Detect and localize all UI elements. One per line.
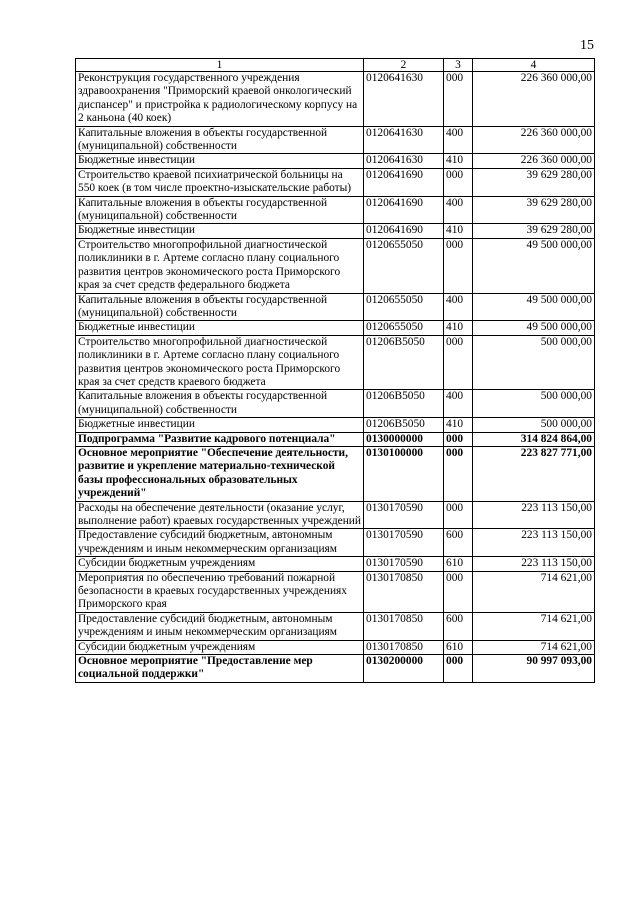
table-row (76, 432, 595, 446)
row-amount-cell: 714 621,00 (473, 571, 595, 612)
row-amount-cell: 314 824 864,00 (473, 432, 595, 446)
row-code-cell: 0130170850 (364, 612, 444, 640)
row-amount-cell: 223 113 150,00 (473, 529, 595, 557)
row-kind-cell: 410 (444, 418, 473, 432)
row-kind-cell: 610 (444, 640, 473, 654)
row-name-cell: Капитальные вложения в объекты государственной (муниципальной) собственности (76, 293, 364, 321)
row-name-cell: Бюджетные инвестиции (76, 154, 364, 168)
table-row (76, 293, 595, 321)
row-code-cell: 01206B5050 (364, 418, 444, 432)
table-row (76, 224, 595, 238)
row-kind-cell: 000 (444, 655, 473, 683)
row-kind-cell: 410 (444, 224, 473, 238)
row-amount-cell: 39 629 280,00 (473, 196, 595, 224)
row-code-cell: 0130170590 (364, 557, 444, 571)
row-name-cell: Капитальные вложения в объекты государственной (муниципальной) собственности (76, 390, 364, 418)
table-row (76, 72, 595, 127)
row-amount-cell: 226 360 000,00 (473, 126, 595, 154)
row-name-cell: Бюджетные инвестиции (76, 224, 364, 238)
row-amount-cell: 500 000,00 (473, 390, 595, 418)
table-row (76, 238, 595, 293)
row-name-cell: Основное мероприятие "Предоставление мер социальной поддержки" (76, 655, 364, 683)
row-amount-cell: 226 360 000,00 (473, 154, 595, 168)
row-code-cell: 0120655050 (364, 293, 444, 321)
row-kind-cell: 000 (444, 335, 473, 390)
row-code-cell: 0130000000 (364, 432, 444, 446)
budget-table (75, 58, 595, 683)
table-row (76, 335, 595, 390)
table-row (76, 571, 595, 612)
row-kind-cell: 400 (444, 293, 473, 321)
row-kind-cell: 600 (444, 612, 473, 640)
table-row (76, 418, 595, 432)
row-code-cell: 01206B5050 (364, 335, 444, 390)
page-number: 15 (580, 38, 594, 53)
row-name-cell: Капитальные вложения в объекты государственной (муниципальной) собственности (76, 196, 364, 224)
row-code-cell: 0120655050 (364, 321, 444, 335)
row-code-cell: 0120641690 (364, 224, 444, 238)
row-kind-cell: 400 (444, 126, 473, 154)
row-kind-cell: 000 (444, 238, 473, 293)
row-amount-cell: 223 113 150,00 (473, 557, 595, 571)
row-kind-cell: 000 (444, 72, 473, 127)
row-name-cell: Бюджетные инвестиции (76, 418, 364, 432)
row-amount-cell: 49 500 000,00 (473, 238, 595, 293)
table-row (76, 321, 595, 335)
table-header-row (76, 59, 595, 72)
row-amount-cell: 714 621,00 (473, 640, 595, 654)
table-row (76, 390, 595, 418)
table-row (76, 655, 595, 683)
row-kind-cell: 600 (444, 529, 473, 557)
row-amount-cell: 500 000,00 (473, 418, 595, 432)
row-name-cell: Предоставление субсидий бюджетным, автономным учреждениям и иным некоммерческим организациям (76, 529, 364, 557)
table-row (76, 557, 595, 571)
table-row (76, 640, 595, 654)
row-amount-cell: 39 629 280,00 (473, 224, 595, 238)
row-kind-cell: 000 (444, 446, 473, 501)
row-code-cell: 0120641690 (364, 196, 444, 224)
row-amount-cell: 90 997 093,00 (473, 655, 595, 683)
row-name-cell: Реконструкция государственного учреждения здравоохранения "Приморский краевой онкологический диспансер" и пристройка к радиологическому корпусу на 2 каньона (40 коек) (76, 72, 364, 127)
row-code-cell: 0120641630 (364, 126, 444, 154)
row-name-cell: Субсидии бюджетным учреждениям (76, 640, 364, 654)
row-amount-cell: 223 827 771,00 (473, 446, 595, 501)
row-code-cell: 0130170590 (364, 529, 444, 557)
row-kind-cell: 410 (444, 154, 473, 168)
row-name-cell: Предоставление субсидий бюджетным, автономным учреждениям и иным некоммерческим организациям (76, 612, 364, 640)
table-row (76, 529, 595, 557)
row-name-cell: Субсидии бюджетным учреждениям (76, 557, 364, 571)
table-row (76, 196, 595, 224)
table-row (76, 501, 595, 529)
row-kind-cell: 400 (444, 196, 473, 224)
row-amount-cell: 714 621,00 (473, 612, 595, 640)
row-code-cell: 0130200000 (364, 655, 444, 683)
row-name-cell: Капитальные вложения в объекты государственной (муниципальной) собственности (76, 126, 364, 154)
column-header-kind: 3 (444, 59, 473, 72)
row-kind-cell: 610 (444, 557, 473, 571)
row-code-cell: 0120641690 (364, 168, 444, 196)
row-name-cell: Мероприятия по обеспечению требований пожарной безопасности в краевых государственных учреждениях Приморского края (76, 571, 364, 612)
column-header-amount: 4 (473, 59, 595, 72)
row-name-cell: Подпрограмма "Развитие кадрового потенциала" (76, 432, 364, 446)
row-name-cell: Бюджетные инвестиции (76, 321, 364, 335)
row-code-cell: 0130170850 (364, 640, 444, 654)
table-body (76, 72, 595, 683)
row-amount-cell: 226 360 000,00 (473, 72, 595, 127)
row-name-cell: Основное мероприятие "Обеспечение деятельности, развитие и укрепление материально-технической базы профессиональных образовательных учреждений" (76, 446, 364, 501)
table-row (76, 168, 595, 196)
table-row (76, 446, 595, 501)
row-code-cell: 0120641630 (364, 72, 444, 127)
table-row (76, 154, 595, 168)
row-kind-cell: 000 (444, 432, 473, 446)
row-amount-cell: 49 500 000,00 (473, 293, 595, 321)
row-kind-cell: 400 (444, 390, 473, 418)
row-name-cell: Строительство многопрофильной диагностической поликлиники в г. Артеме согласно плану социального развития центров экономического роста Приморского края за счет средств краевого бюджета (76, 335, 364, 390)
row-amount-cell: 49 500 000,00 (473, 321, 595, 335)
row-kind-cell: 410 (444, 321, 473, 335)
row-code-cell: 0130170850 (364, 571, 444, 612)
row-code-cell: 0130100000 (364, 446, 444, 501)
row-code-cell: 0130170590 (364, 501, 444, 529)
row-kind-cell: 000 (444, 501, 473, 529)
row-name-cell: Строительство краевой психиатрической больницы на 550 коек (в том числе проектно-изыскательские работы) (76, 168, 364, 196)
row-name-cell: Расходы на обеспечение деятельности (оказание услуг, выполнение работ) краевых государственных учреждений (76, 501, 364, 529)
row-name-cell: Строительство многопрофильной диагностической поликлиники в г. Артеме согласно плану социального развития центров экономического роста Приморского края за счет средств федерального бюджета (76, 238, 364, 293)
row-kind-cell: 000 (444, 168, 473, 196)
row-code-cell: 01206B5050 (364, 390, 444, 418)
table-row (76, 612, 595, 640)
column-header-code: 2 (364, 59, 444, 72)
row-code-cell: 0120641630 (364, 154, 444, 168)
row-amount-cell: 500 000,00 (473, 335, 595, 390)
row-amount-cell: 39 629 280,00 (473, 168, 595, 196)
row-kind-cell: 000 (444, 571, 473, 612)
column-header-name: 1 (76, 59, 364, 72)
row-code-cell: 0120655050 (364, 238, 444, 293)
row-amount-cell: 223 113 150,00 (473, 501, 595, 529)
table-row (76, 126, 595, 154)
